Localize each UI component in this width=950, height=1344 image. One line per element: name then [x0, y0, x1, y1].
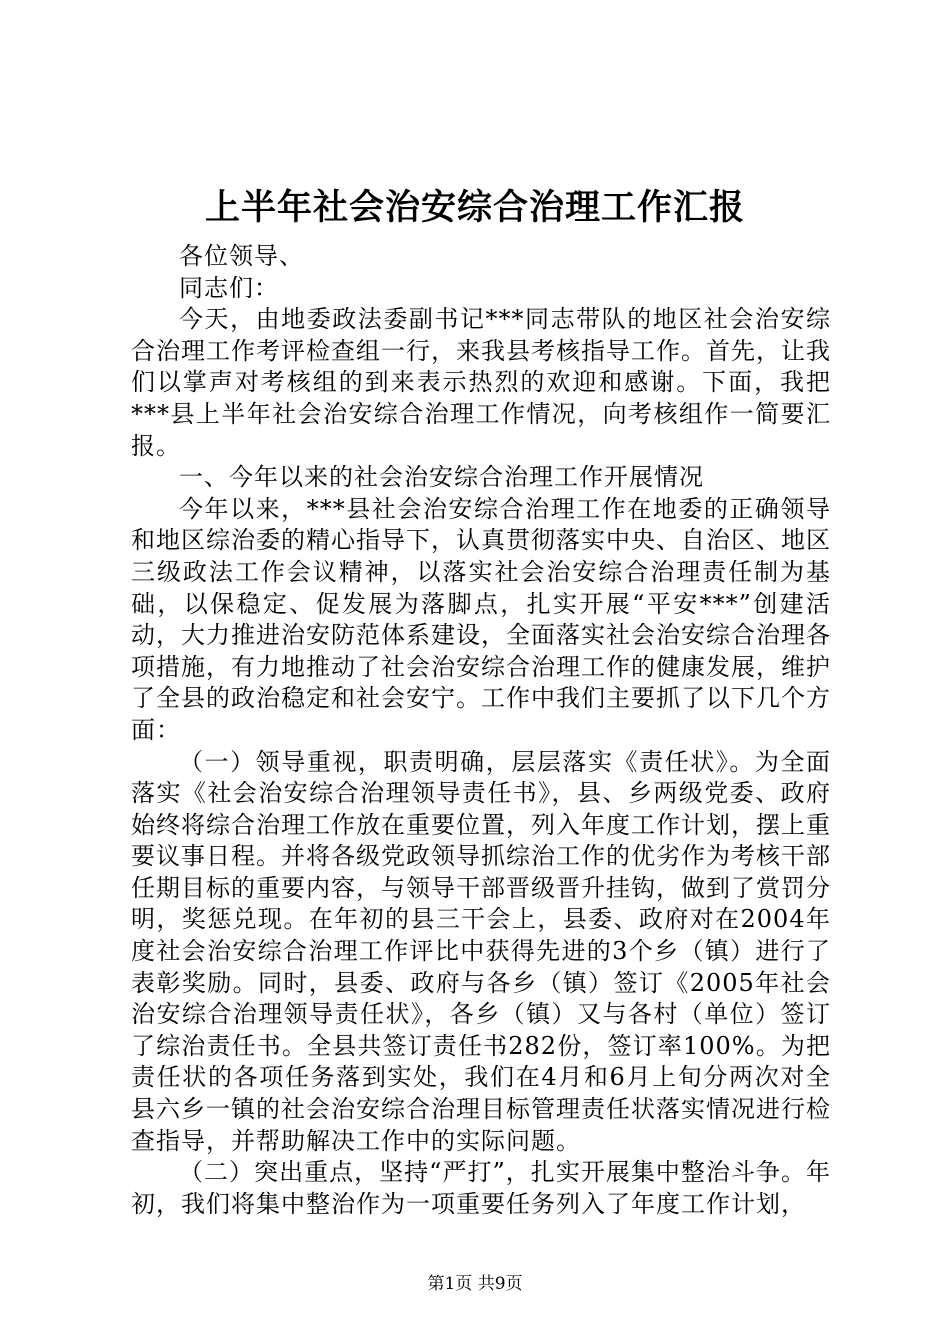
salutation-leaders: 各位领导、 [179, 242, 304, 270]
overview-paragraph: 今年以来，***县社会治安综合治理工作在地委的正确领导和地区综治委的精心指导下，认真贯彻落实中央、自治区、地区三级政法工作会议精神，以落实社会治安综合治理责任制为基础，以保稳定、促发展为落脚点，扎实开展“平安***”创建活动，大力推进治安防范体系建设，全面落实社会治安综合治理各项措施，有力地推动了社会治安综合治理工作的健康发展，维护了全县的政治稳定和社会安宁。工作中我们主要抓了以下几个方面： [131, 494, 831, 744]
page-number-footer: 第1页 共9页 [427, 1274, 523, 1294]
subsection-2-paragraph: （二）突出重点，坚持“严打”，扎实开展集中整治斗争。年初，我们将集中整治作为一项重要任务列入了年度工作计划， [131, 1158, 831, 1218]
subsection-1-paragraph: （一）领导重视，职责明确，层层落实《责任状》。为全面落实《社会治安综合治理领导责任书》，县、乡两级党委、政府始终将综合治理工作放在重要位置，列入年度工作计划，摆上重要议事日程。并将各级党政领导抓综治工作的优劣作为考核干部任期目标的重要内容，与领导干部晋级晋升挂钩，做到了赏罚分明，奖惩兑现。在年初的县三干会上，县委、政府对在2004年度社会治安综合治理工作评比中获得先进的3个乡（镇）进行了表彰奖励。同时，县委、政府与各乡（镇）签订《2005年社会治安综合治理领导责任状》，各乡（镇）又与各村（单位）签订了综治责任书。全县共签订责任书282份，签订率100%。为把责任状的各项任务落到实处，我们在4月和6月上旬分两次对全县六乡一镇的社会治安综合治理目标管理责任状落实情况进行检查指导，并帮助解决工作中的实际问题。 [131, 747, 831, 1155]
document-body [131, 241, 831, 1220]
intro-paragraph: 今天，由地委政法委副书记***同志带队的地区社会治安综合治理工作考评检查组一行，来我县考核指导工作。首先，让我们以掌声对考核组的到来表示热烈的欢迎和感谢。下面，我把***县上半年社会治安综合治理工作情况，向考核组作一简要汇报。 [131, 305, 831, 460]
section-heading-1: 一、今年以来的社会治安综合治理工作开展情况 [179, 463, 704, 492]
document-title: 上半年社会治安综合治理工作汇报 [204, 187, 745, 228]
salutation-comrades: 同志们： [179, 273, 279, 302]
